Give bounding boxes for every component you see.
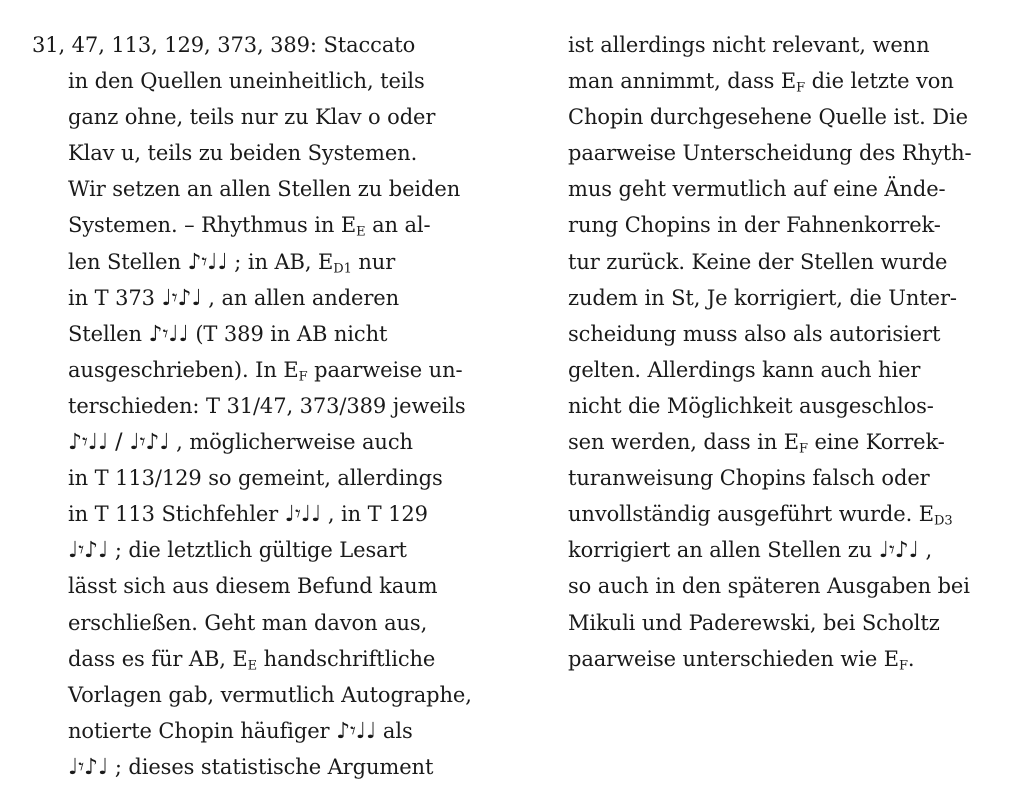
subscript: F xyxy=(798,441,808,457)
text-line xyxy=(32,316,502,352)
text: (T 389 in AB nicht xyxy=(188,321,388,346)
text: Mikuli und Paderewski, bei Scholtz xyxy=(568,610,940,635)
text: als xyxy=(376,718,413,743)
text-line xyxy=(32,352,502,388)
text-line xyxy=(568,424,1008,460)
text: paarweise un- xyxy=(307,357,463,382)
text: gelten. Allerdings kann auch hier xyxy=(568,357,921,382)
text: an al- xyxy=(365,213,431,238)
text-line xyxy=(568,135,1008,171)
rhythm-notation-icon: ♪𝄾♩♩ xyxy=(148,321,189,347)
text: handschriftliche xyxy=(257,646,436,671)
text: ist allerdings nicht relevant, wenn xyxy=(568,33,930,57)
text: rung Chopins in der Fahnenkorrek- xyxy=(568,213,941,238)
rhythm-notation-icon: ♩𝄾♪♩ xyxy=(161,285,202,311)
text-line xyxy=(568,27,1008,63)
text: ; in AB, E xyxy=(227,249,334,274)
rhythm-notation-icon: ♪𝄾♩♩ / ♩𝄾♪♩ xyxy=(68,430,170,456)
rhythm-notation-icon: ♪𝄾♩♩ xyxy=(187,249,228,275)
text: nicht die Möglichkeit ausgeschlos- xyxy=(568,393,934,418)
text-line xyxy=(568,316,1008,352)
text-line xyxy=(32,63,502,99)
text-line xyxy=(32,496,502,532)
rhythm-notation-icon: ♩𝄾♪♩ xyxy=(68,754,109,780)
text: . xyxy=(907,646,915,671)
text-line xyxy=(32,388,502,424)
text-line xyxy=(568,388,1008,424)
left-column xyxy=(32,27,502,785)
text-line xyxy=(32,677,502,713)
subscript: D1 xyxy=(333,260,352,276)
text: so auch in den späteren Ausgaben bei xyxy=(568,574,970,599)
text: in T 373 xyxy=(68,285,162,310)
text: zudem in St, Je korrigiert, die Unter- xyxy=(568,285,957,310)
text: Systemen. – Rhythmus in E xyxy=(68,213,357,238)
text-line xyxy=(568,99,1008,135)
text-line xyxy=(32,749,502,785)
rhythm-notation-icon: ♩𝄾♩♩ xyxy=(284,502,322,528)
text-line xyxy=(568,641,1008,677)
text: unvollständig ausgeführt wurde. E xyxy=(568,502,934,527)
text-line xyxy=(32,99,502,135)
text-line xyxy=(32,135,502,171)
text-line xyxy=(568,568,1008,604)
text: len Stellen xyxy=(68,249,188,274)
text: scheidung muss also als autorisiert xyxy=(568,321,941,346)
subscript: D3 xyxy=(934,513,953,529)
text: Vorlagen gab, vermutlich Autographe, xyxy=(68,682,472,707)
subscript: F xyxy=(796,80,806,96)
right-column xyxy=(568,27,1008,677)
text-line xyxy=(32,280,502,316)
text: korrigiert an allen Stellen zu xyxy=(568,538,879,563)
subscript: F xyxy=(298,369,308,385)
text: ; dieses statistische Argument xyxy=(108,754,434,779)
text-line xyxy=(32,641,502,677)
text-line xyxy=(32,605,502,641)
text-line xyxy=(32,713,502,749)
text-line xyxy=(568,352,1008,388)
text: , in T 129 xyxy=(321,502,428,527)
text-line xyxy=(32,171,502,207)
text-line xyxy=(568,460,1008,496)
text: Klav u, teils zu beiden Systemen. xyxy=(68,141,418,166)
text: tur zurück. Keine der Stellen wurde xyxy=(568,249,948,274)
text: paarweise unterschieden wie E xyxy=(568,646,899,671)
text: nur xyxy=(351,249,396,274)
text: in den Quellen uneinheitlich, teils xyxy=(68,69,425,94)
subscript: F xyxy=(898,657,908,673)
text: erschließen. Geht man davon aus, xyxy=(68,610,428,635)
text-line xyxy=(568,207,1008,243)
subscript: E xyxy=(247,657,258,673)
text-line xyxy=(32,460,502,496)
text-line xyxy=(32,568,502,604)
rhythm-notation-icon: ♪𝄾♩♩ xyxy=(336,718,377,744)
text: ; die letztlich gültige Lesart xyxy=(108,538,407,563)
text: 31, 47, 113, 129, 373, 389: Staccato xyxy=(32,33,416,57)
text-line xyxy=(32,244,502,280)
rhythm-notation-icon: ♩𝄾♪♩ xyxy=(68,538,109,564)
text: Chopin durchgesehene Quelle ist. Die xyxy=(568,105,968,130)
text: paarweise Unterscheidung des Rhyth- xyxy=(568,141,972,166)
text: lässt sich aus diesem Befund kaum xyxy=(68,574,438,599)
text: notierte Chopin häufiger xyxy=(68,718,337,743)
subscript: E xyxy=(356,224,366,240)
text: Stellen xyxy=(68,321,149,346)
text: die letzte von xyxy=(805,69,954,94)
text-line xyxy=(32,424,502,460)
text: sen werden, dass in E xyxy=(568,430,799,455)
text-line xyxy=(568,171,1008,207)
text: turanweisung Chopins falsch oder xyxy=(568,466,930,491)
text-line xyxy=(568,280,1008,316)
text: , xyxy=(918,538,933,563)
text: , möglicherweise auch xyxy=(169,430,413,455)
text: in T 113 Stichfehler xyxy=(68,502,285,527)
text: in T 113/129 so gemeint, allerdings xyxy=(68,466,443,491)
text-line xyxy=(568,244,1008,280)
text: Wir setzen an allen Stellen zu beiden xyxy=(68,177,461,202)
text: dass es für AB, E xyxy=(68,646,248,671)
text: , an allen anderen xyxy=(201,285,400,310)
text: mus geht vermutlich auf eine Ände- xyxy=(568,177,946,202)
text-line xyxy=(568,496,1008,532)
text: terschieden: T 31/47, 373/389 jeweils xyxy=(68,393,466,418)
text-line xyxy=(568,605,1008,641)
text-line xyxy=(32,27,502,63)
text-line xyxy=(32,532,502,568)
text: ganz ohne, teils nur zu Klav o oder xyxy=(68,105,436,130)
text-line xyxy=(32,207,502,243)
text: man annimmt, dass E xyxy=(568,69,797,94)
text-line xyxy=(568,63,1008,99)
text-line xyxy=(568,532,1008,568)
text: ausgeschrieben). In E xyxy=(68,357,299,382)
rhythm-notation-icon: ♩𝄾♪♩ xyxy=(878,538,919,564)
text: eine Korrek- xyxy=(807,430,945,455)
